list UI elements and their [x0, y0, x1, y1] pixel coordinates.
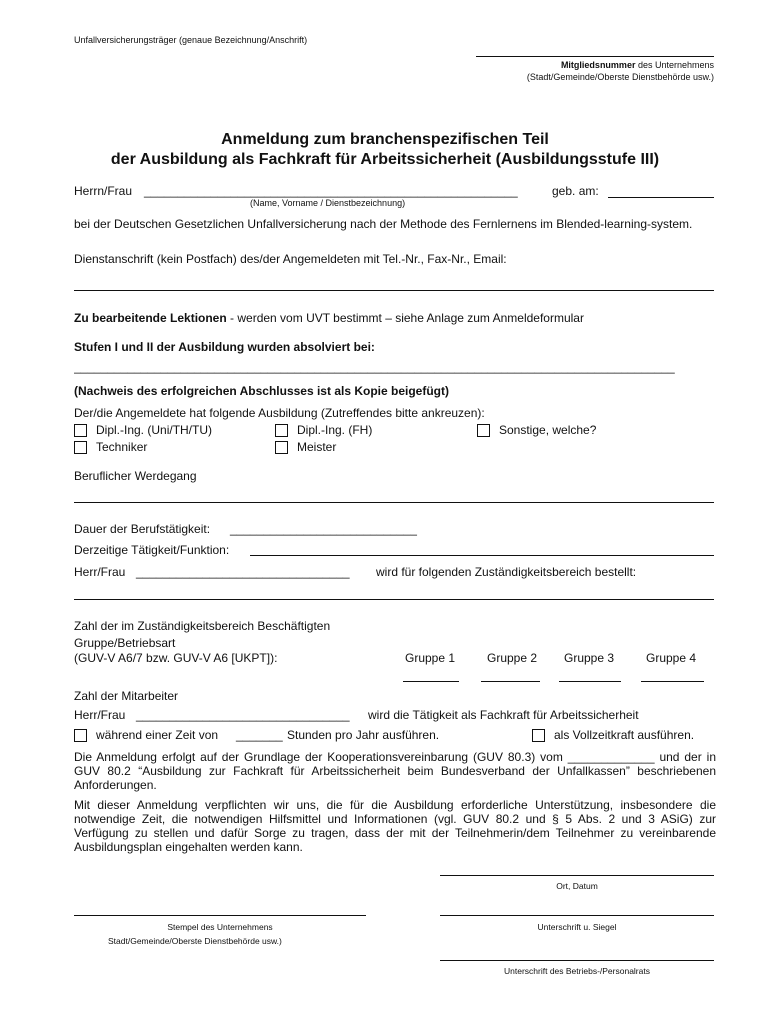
responsibility-field[interactable] — [74, 599, 714, 600]
stamp-line[interactable] — [74, 915, 366, 916]
name-caption: (Name, Vorname / Dienstbezeichnung) — [250, 198, 406, 208]
page-title: Anmeldung zum branchenspezifischen Teil — [221, 131, 549, 148]
stamp-sub-label: Stadt/Gemeinde/Oberste Dienstbehörde usw.) — [108, 936, 282, 946]
group-4-field[interactable] — [641, 681, 704, 682]
education-label: Der/die Angemeldete hat folgende Ausbildung (Zutreffendes bitte ankreuzen): — [74, 406, 485, 420]
place-date-line[interactable] — [440, 875, 714, 876]
activity-prefix: Herr/Frau — [74, 708, 126, 722]
checkbox-dipl-ing-uni[interactable] — [74, 424, 87, 437]
lessons-bold: Zu bearbeitende Lektionen — [74, 311, 227, 325]
option-sonstige: Sonstige, welche? — [499, 423, 597, 437]
address-label: Dienstanschrift (kein Postfach) des/der Angemeldeten mit Tel.-Nr., Fax-Nr., Email: — [74, 252, 507, 266]
career-label: Beruflicher Werdegang — [74, 469, 197, 483]
works-council-label: Unterschrift des Betriebs-/Personalrats — [504, 966, 650, 976]
works-council-line[interactable] — [440, 960, 714, 961]
proof-note: (Nachweis des erfolgreichen Abschlusses ist als Kopie beigefügt) — [74, 384, 449, 398]
checkbox-sonstige[interactable] — [477, 424, 490, 437]
checkbox-full-time[interactable] — [532, 729, 545, 742]
stamp-label: Stempel des Unternehmens — [167, 922, 273, 932]
member-number-sub: (Stadt/Gemeinde/Oberste Dienstbehörde usw.) — [526, 72, 714, 82]
name-field[interactable]: ________________________________________________________ — [144, 184, 518, 198]
registration-statement: bei der Deutschen Gesetzlichen Unfallversicherung nach der Methode des Fernlernens im Blended-learning-system. — [74, 217, 693, 231]
lessons-text — [74, 311, 584, 325]
birth-date-field[interactable] — [608, 197, 714, 198]
group-1-field[interactable] — [403, 681, 459, 682]
appointed-suffix: wird für folgenden Zuständigkeitsbereich bestellt: — [376, 565, 637, 579]
agreement-paragraph: Die Anmeldung erfolgt auf der Grundlage der Kooperationsvereinbarung (GUV 80.3) vom _____________ und der in GUV 80.2 “Ausbildung zur Fachkraft für Arbeitssicherheit beim Bundesverband der Unfallkassen” beschriebenen Anforderungen. — [74, 750, 716, 792]
levels-field[interactable]: __________________________________________________________________________________________ — [74, 360, 675, 374]
checkbox-dipl-ing-fh[interactable] — [275, 424, 288, 437]
group-2-label: Gruppe 2 — [487, 651, 538, 665]
option-techniker: Techniker — [96, 440, 148, 454]
duration-field[interactable]: ____________________________ — [230, 522, 417, 536]
signature-seal-label: Unterschrift u. Siegel — [537, 922, 617, 932]
place-date-label: Ort, Datum — [556, 881, 598, 891]
activity-suffix: wird die Tätigkeit als Fachkraft für Arbeitssicherheit — [368, 708, 639, 722]
function-field[interactable] — [250, 555, 714, 556]
page-subtitle: der Ausbildung als Fachkraft für Arbeitssicherheit (Ausbildungsstufe III) — [110, 151, 660, 168]
member-number-label — [476, 60, 714, 70]
duration-label: Dauer der Berufstätigkeit: — [74, 522, 211, 536]
insurer-label: Unfallversicherungsträger (genaue Bezeichnung/Anschrift) — [74, 35, 308, 45]
option-dipl-ing-uni: Dipl.-Ing. (Uni/TH/TU) — [96, 423, 213, 437]
option-dipl-ing-fh: Dipl.-Ing. (FH) — [297, 423, 373, 437]
employees-label: Zahl der im Zuständigkeitsbereich Beschäftigten — [74, 619, 331, 633]
staff-label: Zahl der Mitarbeiter — [74, 689, 179, 703]
career-field[interactable] — [74, 502, 714, 503]
lessons-rest: - werden vom UVT bestimmt – siehe Anlage zum Anmeldeformular — [226, 311, 584, 325]
group-3-label: Gruppe 3 — [564, 651, 615, 665]
checkbox-meister[interactable] — [275, 441, 288, 454]
address-field[interactable] — [74, 290, 714, 291]
appointed-name-field[interactable]: ________________________________ — [136, 565, 350, 579]
signature-seal-line[interactable] — [440, 915, 714, 916]
birth-date-label: geb. am: — [552, 184, 599, 198]
activity-name-field[interactable]: ________________________________ — [136, 708, 350, 722]
group-3-field[interactable] — [559, 681, 621, 682]
member-number-bold: Mitgliedsnummer — [560, 60, 636, 70]
checkbox-part-time[interactable] — [74, 729, 87, 742]
commitment-paragraph: Mit dieser Anmeldung verpflichten wir uns, die für die Ausbildung erforderliche Unterstützung, insbesondere die notwendige Zeit, die notwendigen Hilfsmittel und Informationen (vgl. GUV 80.2 und § 5 Abs. 2 und 3 ASiG) zur Verfügung zu stellen und dafür Sorge zu tragen, dass der mit der Teilnehmerin/dem Teilnehmer zu vereinbarende Ausbildungsplan eingehalten werden kann. — [74, 798, 716, 854]
hours-suffix: Stunden pro Jahr ausführen. — [287, 728, 440, 742]
option-meister: Meister — [297, 440, 337, 454]
fulltime-label: als Vollzeitkraft ausführen. — [554, 728, 695, 742]
group-label: Gruppe/Betriebsart — [74, 636, 176, 650]
function-label: Derzeitige Tätigkeit/Funktion: — [74, 543, 230, 557]
group-2-field[interactable] — [481, 681, 540, 682]
during-label: während einer Zeit von — [96, 728, 219, 742]
levels-label: Stufen I und II der Ausbildung wurden absolviert bei: — [74, 340, 375, 354]
appointed-prefix: Herr/Frau — [74, 565, 126, 579]
hours-field[interactable]: _______ — [236, 728, 283, 742]
member-number-line — [476, 56, 714, 57]
group-1-label: Gruppe 1 — [405, 651, 456, 665]
guv-label: (GUV-V A6/7 bzw. GUV-V A6 [UKPT]): — [74, 651, 278, 665]
member-number-rest: des Unternehmens — [635, 60, 714, 70]
person-prefix: Herrn/Frau — [74, 184, 133, 198]
group-4-label: Gruppe 4 — [646, 651, 697, 665]
checkbox-techniker[interactable] — [74, 441, 87, 454]
